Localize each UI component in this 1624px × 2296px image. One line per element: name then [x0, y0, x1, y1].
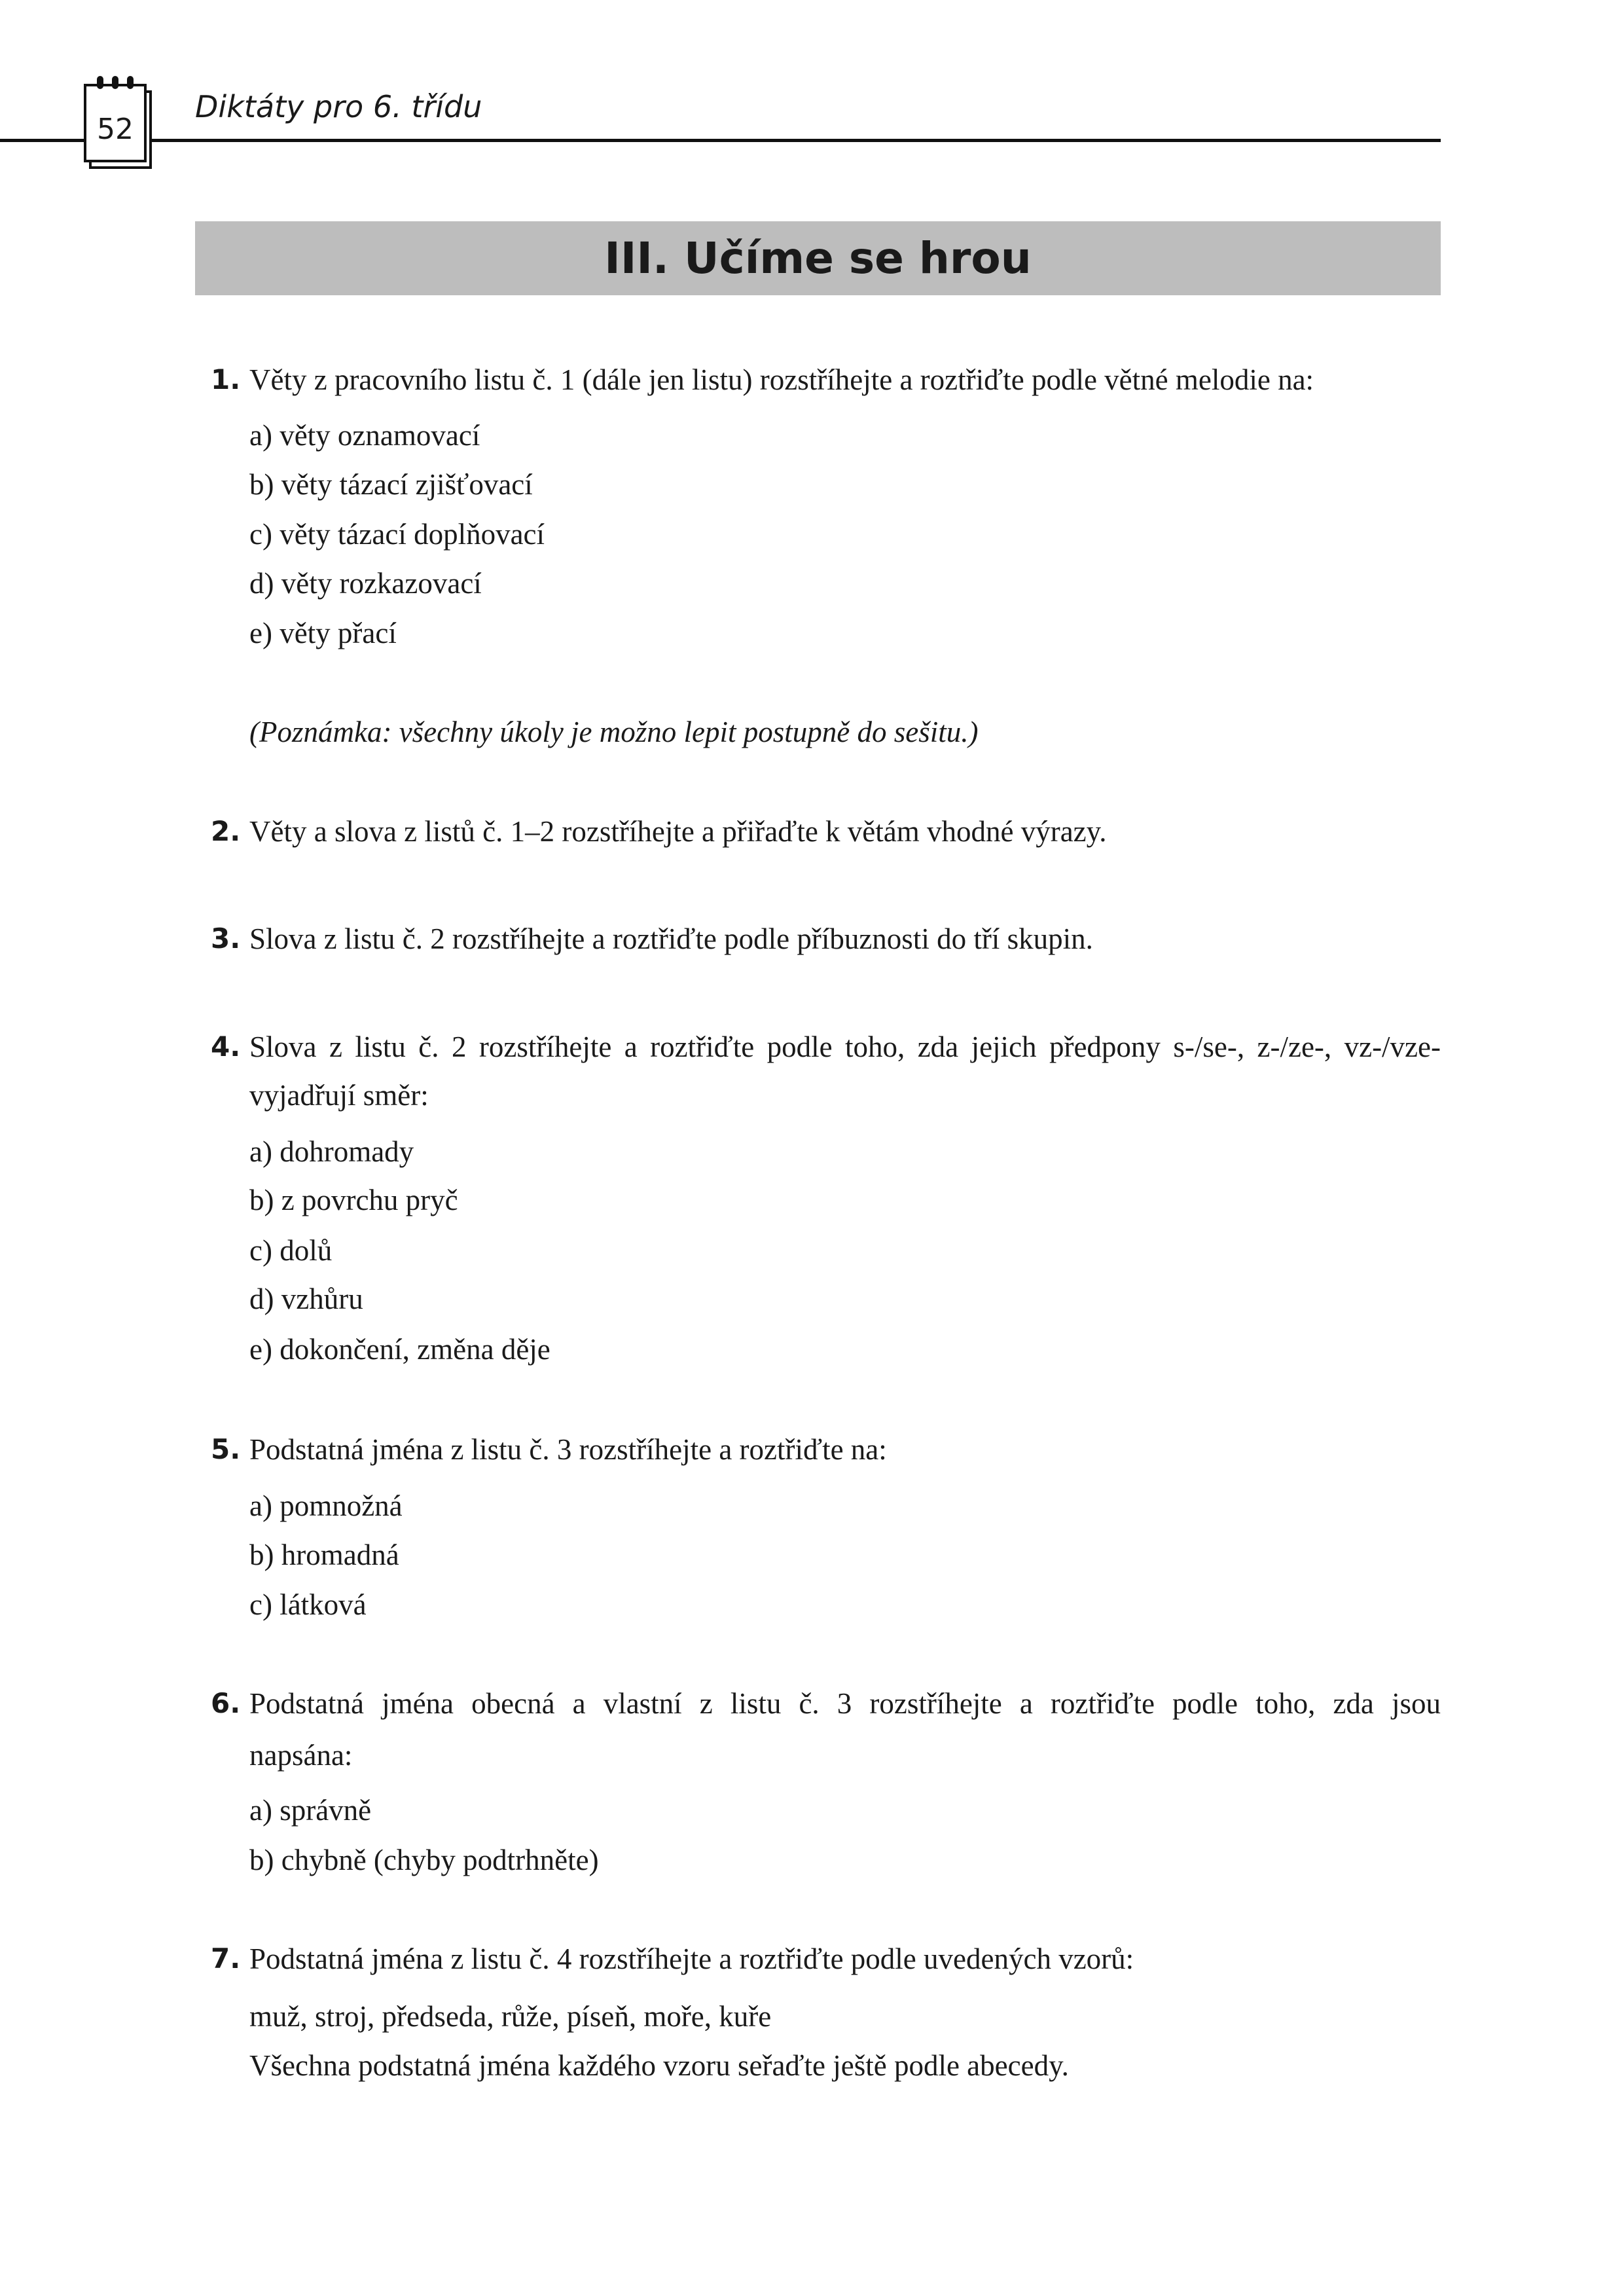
list-item: d) věty rozkazovací [249, 567, 482, 600]
section-title: III. Učíme se hrou [195, 221, 1441, 295]
list-item: e) věty přací [249, 617, 397, 649]
list-item: c) věty tázací doplňovací [249, 518, 545, 551]
list-item: d) vzhůru [249, 1283, 363, 1315]
task-number: 7. [211, 1942, 241, 1975]
list-item: b) chybně (chyby podtrhněte) [249, 1844, 599, 1876]
task-text: Slova z listu č. 2 rozstříhejte a roztřiďte podle toho, zda jejich předpony s-/se-, z-/ze-, vz-/vze- [249, 1030, 1441, 1063]
task-text: Věty a slova z listů č. 1–2 rozstříhejte a přiřaďte k větám vhodné výrazy. [249, 815, 1107, 848]
list-item: c) látková [249, 1588, 367, 1621]
task-number: 4. [211, 1030, 241, 1063]
task-note: (Poznámka: všechny úkoly je možno lepit postupně do sešitu.) [249, 716, 979, 748]
list-item: b) z povrchu pryč [249, 1184, 458, 1216]
task-text: Slova z listu č. 2 rozstříhejte a roztřiďte podle příbuznosti do tří skupin. [249, 922, 1093, 955]
task-text: Podstatná jména z listu č. 3 rozstříhejte a roztřiďte na: [249, 1433, 887, 1466]
list-item: e) dokončení, změna děje [249, 1333, 550, 1366]
list-item: a) správně [249, 1794, 372, 1827]
task-number: 2. [211, 815, 241, 847]
list-item: a) dohromady [249, 1135, 414, 1168]
page-number: 52 [97, 113, 134, 146]
task-number: 5. [211, 1433, 241, 1465]
task-number: 3. [211, 922, 241, 955]
list-item: a) věty oznamovací [249, 419, 480, 452]
task-text: napsána: [249, 1739, 353, 1772]
task-text: Podstatná jména obecná a vlastní z listu č. 3 rozstříhejte a roztřiďte podle toho, zda jsou [249, 1687, 1441, 1720]
page-number-notepad-icon [84, 84, 147, 162]
list-item: b) věty tázací zjišťovací [249, 468, 533, 501]
task-number: 1. [211, 363, 241, 395]
list-item: b) hromadná [249, 1539, 399, 1571]
list-item: muž, stroj, předseda, růže, píseň, moře, kuře [249, 2000, 772, 2033]
list-item: Všechna podstatná jména každého vzoru seřaďte ještě podle abecedy. [249, 2049, 1069, 2082]
list-item: c) dolů [249, 1234, 333, 1267]
task-text: Věty z pracovního listu č. 1 (dále jen listu) rozstříhejte a roztřiďte podle větné melodie na: [249, 363, 1314, 396]
task-text: vyjadřují směr: [249, 1079, 429, 1112]
task-number: 6. [211, 1687, 241, 1719]
task-text: Podstatná jména z listu č. 4 rozstříhejte a roztřiďte podle uvedených vzorů: [249, 1942, 1134, 1975]
running-header-title: Diktáty pro 6. třídu [195, 89, 482, 124]
list-item: a) pomnožná [249, 1489, 403, 1522]
header-rule [0, 139, 1441, 142]
